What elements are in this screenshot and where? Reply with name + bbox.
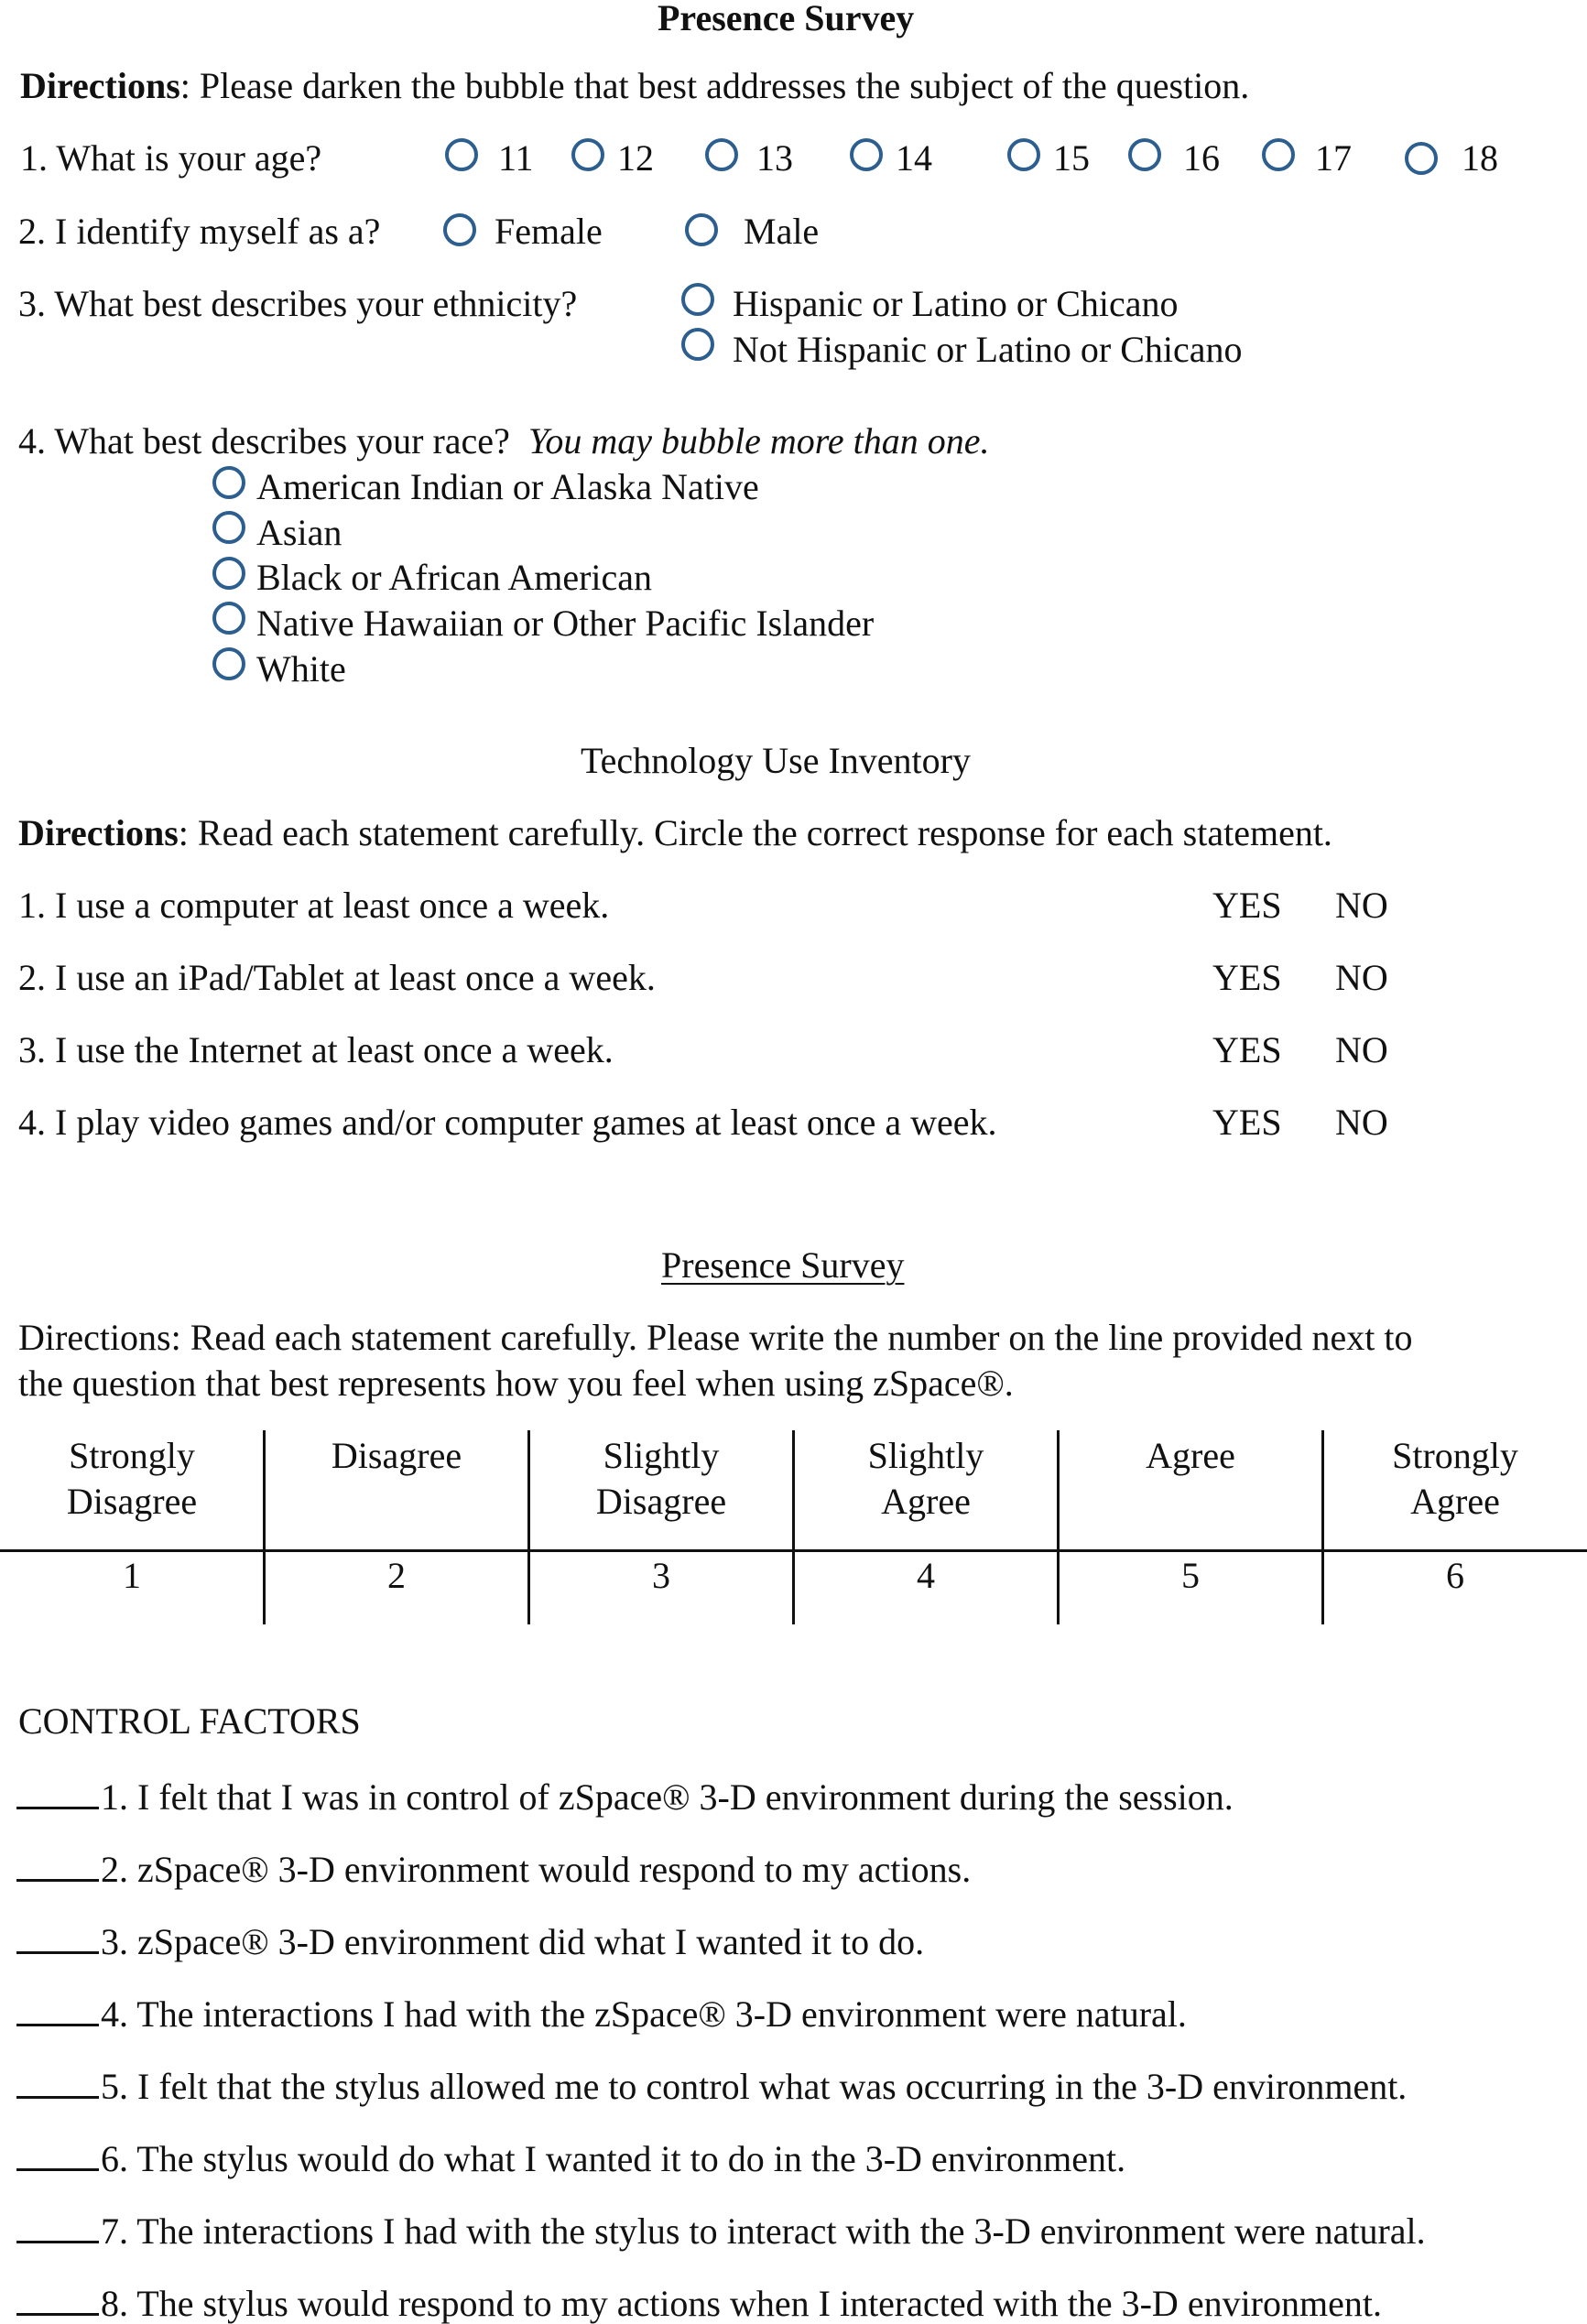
age-12-label: 12 — [617, 137, 654, 179]
control-item-7-text: 7. The interactions I had with the stylus to interact with the 3-D environment were natural. — [101, 2210, 1426, 2252]
tech-item-2: 2. I use an iPad/Tablet at least once a week. — [18, 957, 656, 998]
race-american-indian-bubble[interactable] — [212, 466, 245, 499]
answer-blank-6[interactable] — [16, 2137, 99, 2171]
answer-blank-5[interactable] — [16, 2065, 99, 2099]
race-black-label: Black or African American — [256, 557, 653, 598]
ethnicity-hispanic-label: Hispanic or Latino or Chicano — [733, 283, 1179, 324]
age-13-bubble[interactable] — [705, 138, 738, 171]
gender-male-bubble[interactable] — [685, 213, 718, 246]
ethnicity-not-hispanic-label: Not Hispanic or Latino or Chicano — [733, 329, 1243, 370]
control-item-8 — [16, 2282, 1382, 2322]
scale-value-5: 5 — [1181, 1555, 1200, 1596]
race-asian-label: Asian — [256, 512, 342, 553]
tech-item-1-no[interactable]: NO — [1335, 885, 1388, 926]
age-15-bubble[interactable] — [1007, 138, 1040, 171]
demographics-directions — [20, 65, 1250, 106]
control-item-2-text: 2. zSpace® 3-D environment would respond to my actions. — [101, 1849, 972, 1890]
gender-male-label: Male — [744, 211, 820, 252]
age-15-label: 15 — [1053, 137, 1090, 179]
directions-label: Directions — [20, 65, 180, 106]
age-12-bubble[interactable] — [571, 138, 604, 171]
tech-directions — [18, 812, 1332, 853]
answer-blank-3[interactable] — [16, 1920, 99, 1954]
race-hawaiian-label: Native Hawaiian or Other Pacific Islander — [256, 603, 875, 644]
tech-item-1-yes[interactable]: YES — [1212, 885, 1282, 926]
scale-value-3: 3 — [652, 1555, 670, 1596]
answer-blank-1[interactable] — [16, 1776, 99, 1809]
scale-header-rule — [0, 1549, 1587, 1552]
race-white-bubble[interactable] — [212, 647, 245, 680]
ethnicity-not-hispanic-bubble[interactable] — [681, 328, 714, 361]
age-13-label: 13 — [756, 137, 793, 179]
gender-female-bubble[interactable] — [443, 213, 476, 246]
age-16-bubble[interactable] — [1128, 138, 1161, 171]
control-item-5-text: 5. I felt that the stylus allowed me to control what was occurring in the 3-D environment. — [101, 2066, 1408, 2107]
scale-value-1: 1 — [123, 1555, 141, 1596]
section-heading-control-factors: CONTROL FACTORS — [18, 1700, 361, 1742]
age-14-bubble[interactable] — [850, 138, 883, 171]
scale-label-slightly-disagree: Slightly Disagree — [595, 1435, 727, 1522]
tech-directions-text: : Read each statement carefully. Circle the correct response for each statement. — [178, 812, 1332, 853]
race-asian-bubble[interactable] — [212, 511, 245, 544]
race-white-label: White — [256, 648, 346, 690]
presence-directions-line-2: the question that best represents how you feel when using zSpace®. — [18, 1363, 1014, 1404]
question-gender: 2. I identify myself as a? — [18, 211, 381, 252]
control-item-6 — [16, 2137, 1125, 2177]
answer-blank-4[interactable] — [16, 1993, 99, 2026]
question-race-text: 4. What best describes your race? — [18, 420, 510, 462]
scale-label-disagree: Disagree — [331, 1435, 462, 1476]
answer-blank-8[interactable] — [16, 2282, 99, 2316]
control-item-3-text: 3. zSpace® 3-D environment did what I wanted it to do. — [101, 1921, 925, 1962]
race-hawaiian-bubble[interactable] — [212, 602, 245, 635]
race-american-indian-label: American Indian or Alaska Native — [256, 466, 759, 507]
survey-title: Presence Survey — [658, 0, 915, 38]
presence-directions-line-1: Directions: Read each statement carefully. Please write the number on the line provided next to — [18, 1317, 1413, 1358]
scale-label-slightly-agree: Slightly Agree — [867, 1435, 984, 1522]
race-black-bubble[interactable] — [212, 557, 245, 590]
tech-item-1: 1. I use a computer at least once a week. — [18, 885, 610, 926]
tech-item-4: 4. I play video games and/or computer games at least once a week. — [18, 1102, 997, 1143]
age-11-bubble[interactable] — [445, 138, 478, 171]
age-14-label: 14 — [896, 137, 932, 179]
age-16-label: 16 — [1183, 137, 1220, 179]
tech-item-3-yes[interactable]: YES — [1212, 1029, 1282, 1070]
control-item-7 — [16, 2210, 1426, 2250]
question-age: 1. What is your age? — [20, 137, 322, 179]
tech-item-2-yes[interactable]: YES — [1212, 957, 1282, 998]
tech-item-3-no[interactable]: NO — [1335, 1029, 1388, 1070]
age-18-label: 18 — [1462, 137, 1498, 179]
scale-value-2: 2 — [387, 1555, 406, 1596]
control-item-1 — [16, 1776, 1234, 1816]
age-18-bubble[interactable] — [1405, 142, 1438, 175]
ethnicity-hispanic-bubble[interactable] — [681, 283, 714, 316]
answer-blank-2[interactable] — [16, 1848, 99, 1882]
control-item-8-text: 8. The stylus would respond to my actions when I interacted with the 3-D environment. — [101, 2283, 1382, 2324]
control-item-1-text: 1. I felt that I was in control of zSpace® 3-D environment during the session. — [101, 1776, 1234, 1818]
control-item-4-text: 4. The interactions I had with the zSpace® 3-D environment were natural. — [101, 1993, 1187, 2035]
gender-female-label: Female — [495, 211, 603, 252]
control-item-3 — [16, 1920, 924, 1960]
scale-label-strongly-disagree: Strongly Disagree — [66, 1435, 198, 1522]
question-race-note: You may bubble more than one. — [527, 420, 990, 462]
directions-text: : Please darken the bubble that best addresses the subject of the question. — [179, 65, 1250, 106]
age-17-label: 17 — [1315, 137, 1352, 179]
question-ethnicity: 3. What best describes your ethnicity? — [18, 283, 578, 324]
control-item-5 — [16, 2065, 1407, 2105]
scale-label-agree: Agree — [1146, 1435, 1235, 1476]
age-17-bubble[interactable] — [1262, 138, 1295, 171]
tech-directions-label: Directions — [18, 812, 179, 853]
control-item-4 — [16, 1993, 1187, 2033]
control-item-2 — [16, 1848, 971, 1888]
scale-value-4: 4 — [917, 1555, 935, 1596]
control-item-6-text: 6. The stylus would do what I wanted it to do in the 3-D environment. — [101, 2138, 1126, 2179]
age-11-label: 11 — [498, 137, 534, 179]
question-race — [18, 420, 990, 462]
tech-item-4-yes[interactable]: YES — [1212, 1102, 1282, 1143]
tech-title: Technology Use Inventory — [581, 740, 971, 781]
tech-item-2-no[interactable]: NO — [1335, 957, 1388, 998]
answer-blank-7[interactable] — [16, 2210, 99, 2243]
scale-label-strongly-agree: Strongly Agree — [1392, 1435, 1518, 1522]
scale-value-6: 6 — [1446, 1555, 1464, 1596]
tech-item-4-no[interactable]: NO — [1335, 1102, 1388, 1143]
presence-title: Presence Survey — [661, 1244, 905, 1286]
tech-item-3: 3. I use the Internet at least once a week. — [18, 1029, 614, 1070]
